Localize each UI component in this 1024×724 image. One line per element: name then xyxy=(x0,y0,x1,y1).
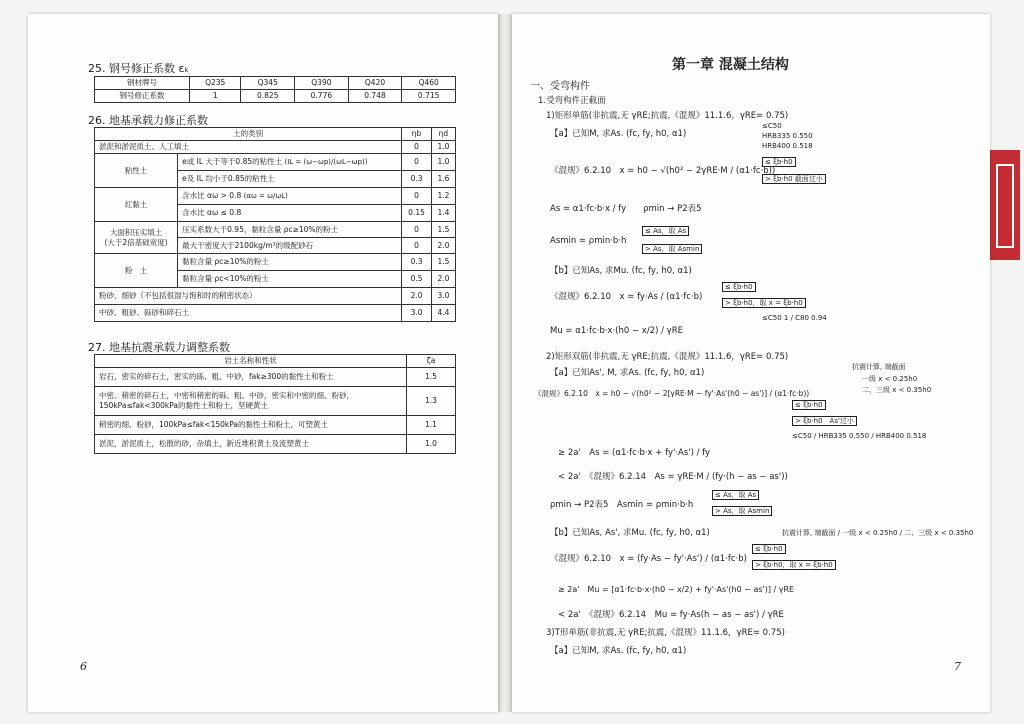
formula-x-double-mu: 《混规》6.2.10 x = (fy·As − fy'·As') / (α1·fc·b) xyxy=(550,554,747,564)
case-2a: 【a】已知As', M, 求As. (fc, fy, h0, α1) xyxy=(550,368,705,378)
note-grade1: 一级 x < 0.25h0 xyxy=(862,375,918,383)
cond-double-asmin-le: ≤ As，取 As xyxy=(712,490,759,500)
formula-asmin-double: ρmin → P2表5 Asmin = ρmin·b·h xyxy=(550,500,694,510)
case-1a: 【a】已知M, 求As. (fc, fy, h0, α1) xyxy=(550,129,687,139)
cond-mu-le: ≤ ξb·h0 xyxy=(722,282,756,292)
formula-mu-double: ≥ 2a' Mu = [α1·fc·b·x·(h0 − x/2) + fy'·As'(h0 − as')] / γRE xyxy=(558,585,795,594)
heading-normal-section: 1.受弯构件正截面 xyxy=(538,96,606,106)
case-3a: 【a】已知M, 求As. (fc, fy, h0, α1) xyxy=(550,646,687,656)
note-c50-c80: ≤C50 1 / C80 0.94 xyxy=(762,314,827,322)
cond-double-le: ≤ ξb·h0 xyxy=(792,400,826,410)
cond-double-mu-gt: > ξb·h0，取 x = ξb·h0 xyxy=(752,560,836,570)
foundation-factor-table: 土的类别 ηb ηd 淤泥和淤泥质土、人工填土 0 1.0 粘性土 e或 IL 大于等于0.85的粘性土 (IL = (ω−ωp)/(ωL−ωp)) 0 1.0 e及 IL 均小于0.85的粘性土 0.3 1.6 红黏土 含水比 αω > 0.8 (αω = ω/ωL) 0 1.2 含水比 αω ≤ 0.8 0.15 1.4 大面积压实填土 (大于2倍基础宽度) 压实系数大于0.95、黏粒含量 ρc≥10%的粉土 0 1.5 最大干密度大于2100kg/m³的级配砂石 0 2.0 粉 土 黏粒含量 ρc≥10%的粉土 0.3 1.5 黏粒含量 ρc<10%的粉土 0.5 2.0 粉砂、细砂（不包括很湿与饱和时的稍密状态） 2.0 3.0 中砂、粗砂、砾砂和碎石土 3.0 4.4 xyxy=(94,127,456,322)
formula-x-double: 《混规》6.2.10 x = h0 − √(h0² − 2[γRE·M − fy'·As'(h0 − as')] / (α1·fc·b)) xyxy=(534,389,810,398)
left-page xyxy=(28,14,498,712)
cond-asmin-le: ≤ As，取 As xyxy=(642,226,689,236)
cond-le-xb: ≤ ξb·h0 xyxy=(762,157,796,167)
section-27-title: 27. 地基抗震承载力调整系数 xyxy=(88,341,230,354)
formula-x-mu: 《混规》6.2.10 x = fy·As / (α1·fc·b) xyxy=(550,292,703,302)
note-grades-double: ≤C50 / HRB335 0.550 / HRB400 0.518 xyxy=(792,432,927,440)
note-hrb400: HRB400 0.518 xyxy=(762,142,813,150)
formula-x-single: 《混规》6.2.10 x = h0 − √(h0² − 2γRE·M / (α1·fc·b)) xyxy=(550,166,776,176)
case-2b: 【b】已知As, As', 求Mu. (fc, fy, h0, α1) xyxy=(550,528,710,538)
section-25-title: 25. 钢号修正系数 εₖ xyxy=(88,62,190,75)
formula-mu-6214: < 2a' 《混规》6.2.14 Mu = fy·As(h − as − as') / γRE xyxy=(558,610,784,620)
cond-double-asmin-gt: > As，取 Asmin xyxy=(712,506,772,516)
formula-mu-single: Mu = α1·fc·b·x·(h0 − x/2) / γRE xyxy=(550,326,683,336)
note-c50: ≤C50 xyxy=(762,122,782,130)
formula-as-double: ≥ 2a' As = (α1·fc·b·x + fy'·As') / fy xyxy=(558,448,711,458)
page-number-left: 6 xyxy=(80,660,87,673)
chapter-tab-marker xyxy=(990,150,1020,260)
case-1b: 【b】已知As, 求Mu. (fc, fy, h0, α1) xyxy=(550,266,692,276)
steel-grade-table xyxy=(94,76,456,103)
formula-as-6214: < 2a' 《混规》6.2.14 As = γRE·M / (fy·(h − as − as')) xyxy=(558,472,788,482)
formula-asmin: Asmin = ρmin·b·h xyxy=(550,236,627,246)
cond-gt-xb: > ξb·h0 截面过小 xyxy=(762,174,826,184)
heading-rect-double: 2)矩形双筋(非抗震,无 γRE;抗震,《混规》11.1.6，γRE= 0.75) xyxy=(546,352,789,362)
book-gutter xyxy=(498,14,512,712)
table-row: 钢材牌号 Q235 Q345 Q390 Q420 Q460 xyxy=(95,77,456,90)
page-number-right: 7 xyxy=(954,660,961,673)
cond-double-mu-le: ≤ ξb·h0 xyxy=(752,544,786,554)
chapter-title: 第一章 混凝土结构 xyxy=(672,57,789,73)
table-row: 钢号修正系数 1 0.825 0.776 0.748 0.715 xyxy=(95,90,456,103)
note-grade23: 二、三级 x < 0.35h0 xyxy=(862,386,932,394)
note-seismic-end: 抗震计算, 端截面 xyxy=(852,363,906,371)
right-page xyxy=(512,14,990,712)
formula-as: As = α1·fc·b·x / fy ρmin → P2表5 xyxy=(550,204,702,214)
seismic-factor-table: 岩土名称和性状 ζa 岩石，密实的碎石土，密实的砾、粗、中砂，fak≥300的黏性土和粉土 1.5 中密、稍密的碎石土，中密和稍密的砾、粗、中砂，密实和中密的细、粉砂， 150kPa≤fak<300kPa的黏性土和粉土，坚硬黄土 1.3 稍密的细、粉砂，100kPa≤fak<150kPa的黏性土和粉土，可塑黄土 1.1 淤泥，淤泥质土，松散的砂，杂填土，新近堆积黄土及流塑黄土 1.0 xyxy=(94,354,456,454)
note-seismic-grades: 抗震计算, 端截面 / 一级 x < 0.25h0 / 二、三级 x < 0.35h0 xyxy=(782,529,974,537)
note-hrb335: HRB335 0.550 xyxy=(762,132,813,140)
heading-rect-single: 1)矩形单筋(非抗震,无 γRE;抗震,《混规》11.1.6，γRE= 0.75) xyxy=(546,111,789,121)
cond-mu-gt: > ξb·h0，取 x = ξb·h0 xyxy=(722,298,806,308)
heading-t-section: 3)T形单筋(非抗震,无 γRE;抗震,《混规》11.1.6，γRE= 0.75) xyxy=(546,628,785,638)
cond-double-gt: > ξb·h0 As'过小 xyxy=(792,416,857,426)
heading-flexural-members: 一、受弯构件 xyxy=(530,81,590,92)
section-26-title: 26. 地基承载力修正系数 xyxy=(88,114,208,127)
cond-asmin-gt: > As，取 Asmin xyxy=(642,244,702,254)
